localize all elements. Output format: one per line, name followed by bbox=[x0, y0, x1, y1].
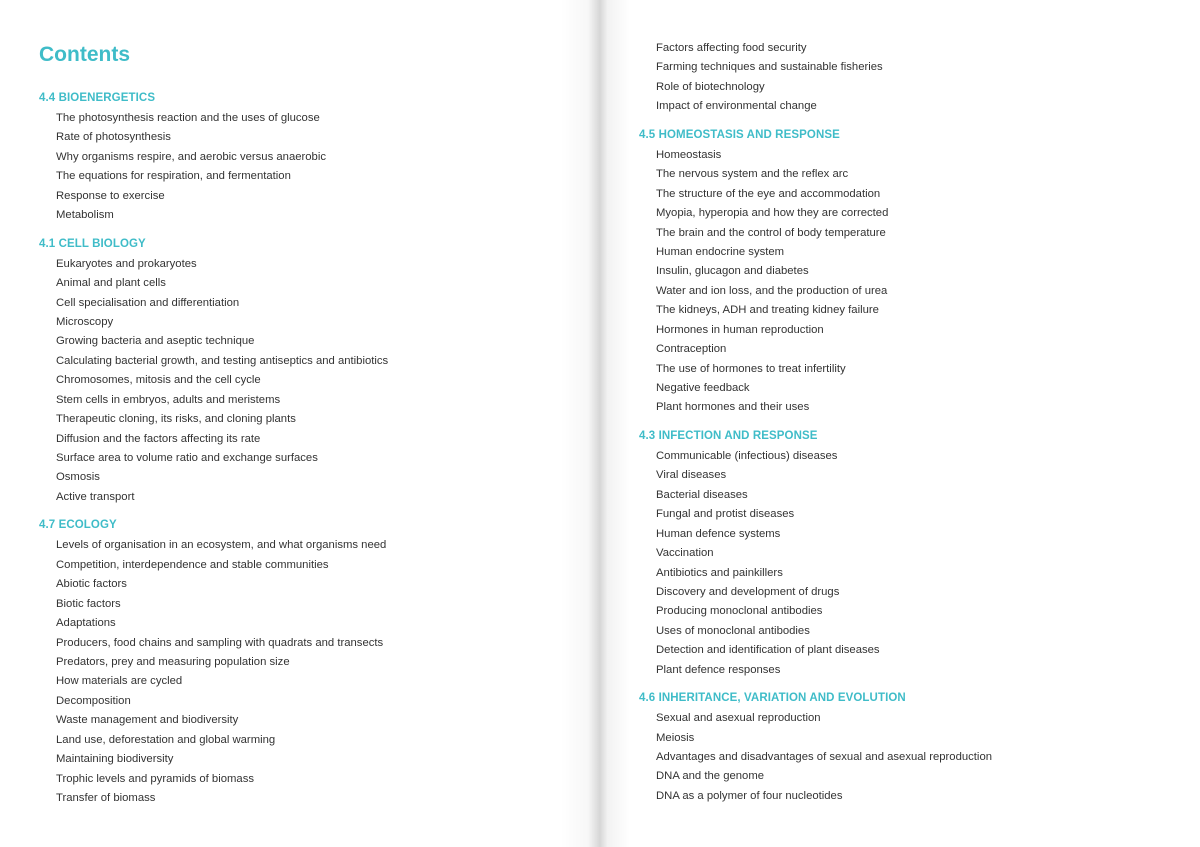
section-4-1-cell-biology bbox=[39, 234, 559, 508]
contents-entry: Adaptations bbox=[56, 617, 116, 630]
page-title: Contents bbox=[39, 43, 130, 66]
right-page bbox=[639, 39, 1179, 814]
contents-entry: Cell specialisation and differentiation bbox=[56, 296, 240, 309]
contents-entry: The brain and the control of body temperature bbox=[656, 226, 886, 239]
section-heading: 4.4 BIOENERGETICS bbox=[39, 92, 156, 104]
section-heading: 4.7 ECOLOGY bbox=[39, 519, 117, 532]
contents-entry: Diffusion and the factors affecting its rate bbox=[56, 432, 261, 445]
left-sections bbox=[39, 88, 559, 808]
contents-entry: The structure of the eye and accommodation bbox=[656, 187, 881, 200]
contents-entry: Homeostasis bbox=[656, 148, 722, 161]
contents-entry: Waste management and biodiversity bbox=[56, 714, 239, 727]
contents-entry: DNA as a polymer of four nucleotides bbox=[656, 789, 843, 802]
contents-entry: Abiotic factors bbox=[56, 578, 127, 591]
contents-entry: Metabolism bbox=[56, 209, 114, 222]
contents-entry: Bacterial diseases bbox=[656, 488, 748, 501]
contents-entry: Active transport bbox=[56, 490, 135, 503]
contents-entry: Calculating bacterial growth, and testing antiseptics and antibiotics bbox=[56, 354, 389, 367]
contents-entry: The use of hormones to treat infertility bbox=[656, 362, 846, 375]
contents-entry: Producers, food chains and sampling with quadrats and transects bbox=[56, 636, 384, 649]
section-items-list bbox=[39, 255, 559, 508]
contents-entry: Vaccination bbox=[656, 547, 714, 560]
contents-entry: Growing bacteria and aseptic technique bbox=[56, 335, 255, 348]
contents-entry: The photosynthesis reaction and the uses of glucose bbox=[56, 112, 320, 124]
contents-entry: Osmosis bbox=[56, 471, 100, 484]
contents-entry: Chromosomes, mitosis and the cell cycle bbox=[56, 374, 261, 387]
contents-entry: The kidneys, ADH and treating kidney failure bbox=[656, 304, 879, 317]
contents-entry: Negative feedback bbox=[656, 382, 750, 394]
section-heading: 4.1 CELL BIOLOGY bbox=[39, 237, 146, 250]
left-page bbox=[39, 40, 559, 816]
contents-entry: Decomposition bbox=[56, 694, 131, 707]
section-items-list bbox=[639, 709, 1179, 806]
right-sections bbox=[639, 125, 1179, 807]
contents-entry: Plant hormones and their uses bbox=[656, 401, 810, 414]
continued-section bbox=[639, 39, 1179, 117]
contents-entry: Competition, interdependence and stable communities bbox=[56, 558, 329, 571]
contents-entry: Producing monoclonal antibodies bbox=[656, 605, 823, 618]
contents-entry: Human endocrine system bbox=[656, 245, 785, 258]
contents-entry: Uses of monoclonal antibodies bbox=[656, 624, 810, 637]
contents-entry: Communicable (infectious) diseases bbox=[656, 449, 838, 462]
section-4-4-bioenergetics bbox=[39, 88, 559, 226]
contents-entry: Farming techniques and sustainable fisheries bbox=[656, 61, 883, 74]
section-items-list bbox=[39, 536, 559, 808]
section-4-5-homeostasis-and-response bbox=[639, 125, 1179, 418]
contents-entry: Meiosis bbox=[656, 731, 695, 744]
contents-entry: The nervous system and the reflex arc bbox=[656, 168, 849, 181]
continued-items-list bbox=[639, 39, 1179, 117]
contents-entry: Rate of photosynthesis bbox=[56, 131, 171, 144]
contents-entry: Discovery and development of drugs bbox=[656, 585, 840, 598]
contents-entry: Factors affecting food security bbox=[656, 42, 807, 54]
contents-entry: Viral diseases bbox=[656, 469, 727, 482]
section-items-list bbox=[39, 109, 559, 226]
contents-entry: Hormones in human reproduction bbox=[656, 323, 824, 336]
contents-entry: Microscopy bbox=[56, 315, 114, 328]
contents-entry: Impact of environmental change bbox=[656, 100, 817, 113]
contents-entry: Plant defence responses bbox=[656, 663, 781, 676]
contents-entry: DNA and the genome bbox=[656, 770, 765, 783]
contents-entry: Transfer of biomass bbox=[56, 792, 156, 804]
contents-entry: Maintaining biodiversity bbox=[56, 753, 174, 766]
contents-entry: Contraception bbox=[656, 343, 727, 356]
contents-entry: Why organisms respire, and aerobic versus anaerobic bbox=[56, 150, 326, 163]
contents-entry: Detection and identification of plant diseases bbox=[656, 644, 880, 657]
contents-entry: Fungal and protist diseases bbox=[656, 508, 795, 521]
contents-entry: Insulin, glucagon and diabetes bbox=[656, 265, 809, 278]
contents-entry: Human defence systems bbox=[656, 527, 781, 540]
contents-entry: Land use, deforestation and global warming bbox=[56, 733, 276, 746]
contents-entry: Eukaryotes and prokaryotes bbox=[56, 257, 197, 270]
contents-entry: Role of biotechnology bbox=[656, 80, 765, 93]
section-heading: 4.5 HOMEOSTASIS AND RESPONSE bbox=[639, 128, 840, 141]
contents-entry: Surface area to volume ratio and exchange surfaces bbox=[56, 452, 318, 464]
contents-entry: Biotic factors bbox=[56, 597, 121, 610]
section-items-list bbox=[639, 447, 1179, 680]
contents-entry: Trophic levels and pyramids of biomass bbox=[56, 772, 254, 785]
contents-entry: Myopia, hyperopia and how they are corrected bbox=[656, 207, 889, 220]
contents-entry: Levels of organisation in an ecosystem, and what organisms need bbox=[56, 539, 387, 552]
book-gutter-shadow bbox=[560, 0, 630, 847]
section-4-6-inheritance-variation-and-evolution bbox=[639, 688, 1179, 806]
section-4-7-ecology bbox=[39, 515, 559, 808]
contents-entry: Response to exercise bbox=[56, 189, 165, 202]
contents-entry: Antibiotics and painkillers bbox=[656, 566, 783, 579]
section-4-3-infection-and-response bbox=[639, 426, 1179, 680]
section-items-list bbox=[639, 146, 1179, 418]
contents-entry: Stem cells in embryos, adults and meristems bbox=[56, 393, 281, 406]
contents-entry: Sexual and asexual reproduction bbox=[656, 712, 821, 725]
contents-entry: The equations for respiration, and fermentation bbox=[56, 170, 291, 183]
contents-entry: Animal and plant cells bbox=[56, 277, 166, 290]
section-heading: 4.6 INHERITANCE, VARIATION AND EVOLUTION bbox=[639, 692, 906, 705]
contents-entry: Therapeutic cloning, its risks, and cloning plants bbox=[56, 413, 296, 426]
contents-entry: Advantages and disadvantages of sexual and asexual reproduction bbox=[656, 751, 993, 763]
contents-entry: Predators, prey and measuring population size bbox=[56, 655, 290, 668]
contents-entry: How materials are cycled bbox=[56, 675, 183, 688]
section-heading: 4.3 INFECTION AND RESPONSE bbox=[639, 429, 818, 442]
contents-entry: Water and ion loss, and the production of urea bbox=[656, 284, 888, 297]
